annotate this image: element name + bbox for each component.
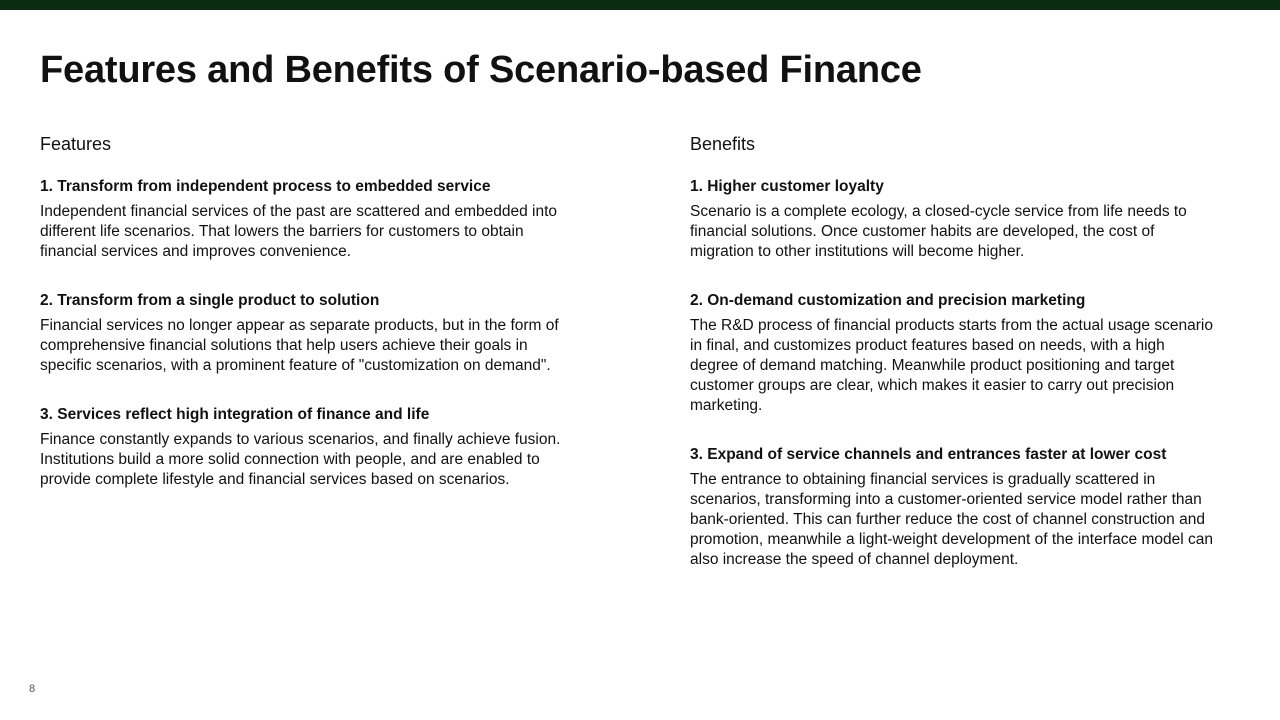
benefit-item-title: 3. Expand of service channels and entrances faster at lower cost xyxy=(690,446,1167,463)
features-heading: Features xyxy=(40,134,112,154)
top-accent-bar xyxy=(0,0,1280,10)
feature-item-title: 2. Transform from a single product to solution xyxy=(40,292,380,309)
benefits-column xyxy=(690,128,1220,570)
benefit-item-text: The entrance to obtaining financial services is gradually scattered in scenarios, transforming into a customer-oriented service model rather than bank-oriented. This can further reduce the cost of channel construction and promotion, meanwhile a light-weight development of the interface model can also increase the speed of channel deployment. xyxy=(690,471,1213,568)
page-title: Features and Benefits of Scenario-based Finance xyxy=(40,49,922,91)
feature-item-title: 1. Transform from independent process to embedded service xyxy=(40,178,491,195)
feature-item-text: Finance constantly expands to various scenarios, and finally achieve fusion. Institutions build a more solid connection with people, and are enabled to provide complete lifestyle and financial services based on scenarios. xyxy=(40,431,561,488)
benefit-item-text: Scenario is a complete ecology, a closed-cycle service from life needs to financial solutions. Once customer habits are developed, the cost of migration to other institutions will become higher. xyxy=(690,203,1187,260)
feature-item-text: Financial services no longer appear as separate products, but in the form of comprehensive financial solutions that help users achieve their goals in specific scenarios, with a prominent feature of "customization on demand". xyxy=(40,317,559,374)
benefit-item xyxy=(690,444,1220,570)
benefit-item-title: 1. Higher customer loyalty xyxy=(690,178,884,195)
features-column xyxy=(40,128,570,490)
feature-item xyxy=(40,290,570,376)
feature-item-title: 3. Services reflect high integration of finance and life xyxy=(40,406,430,423)
feature-item xyxy=(40,404,570,490)
page-number: 8 xyxy=(29,683,36,695)
benefit-item xyxy=(690,290,1220,416)
benefit-item xyxy=(690,176,1220,262)
benefit-item-title: 2. On-demand customization and precision marketing xyxy=(690,292,1086,309)
benefits-heading: Benefits xyxy=(690,134,756,154)
feature-item-text: Independent financial services of the past are scattered and embedded into different life scenarios. That lowers the barriers for customers to obtain financial services and improves convenience. xyxy=(40,203,558,260)
feature-item xyxy=(40,176,570,262)
benefit-item-text: The R&D process of financial products starts from the actual usage scenario in final, and customizes product features based on needs, with a high degree of demand matching. Meanwhile product positioning and target customer groups are clear, which makes it easier to carry out precision marketing. xyxy=(690,317,1213,414)
